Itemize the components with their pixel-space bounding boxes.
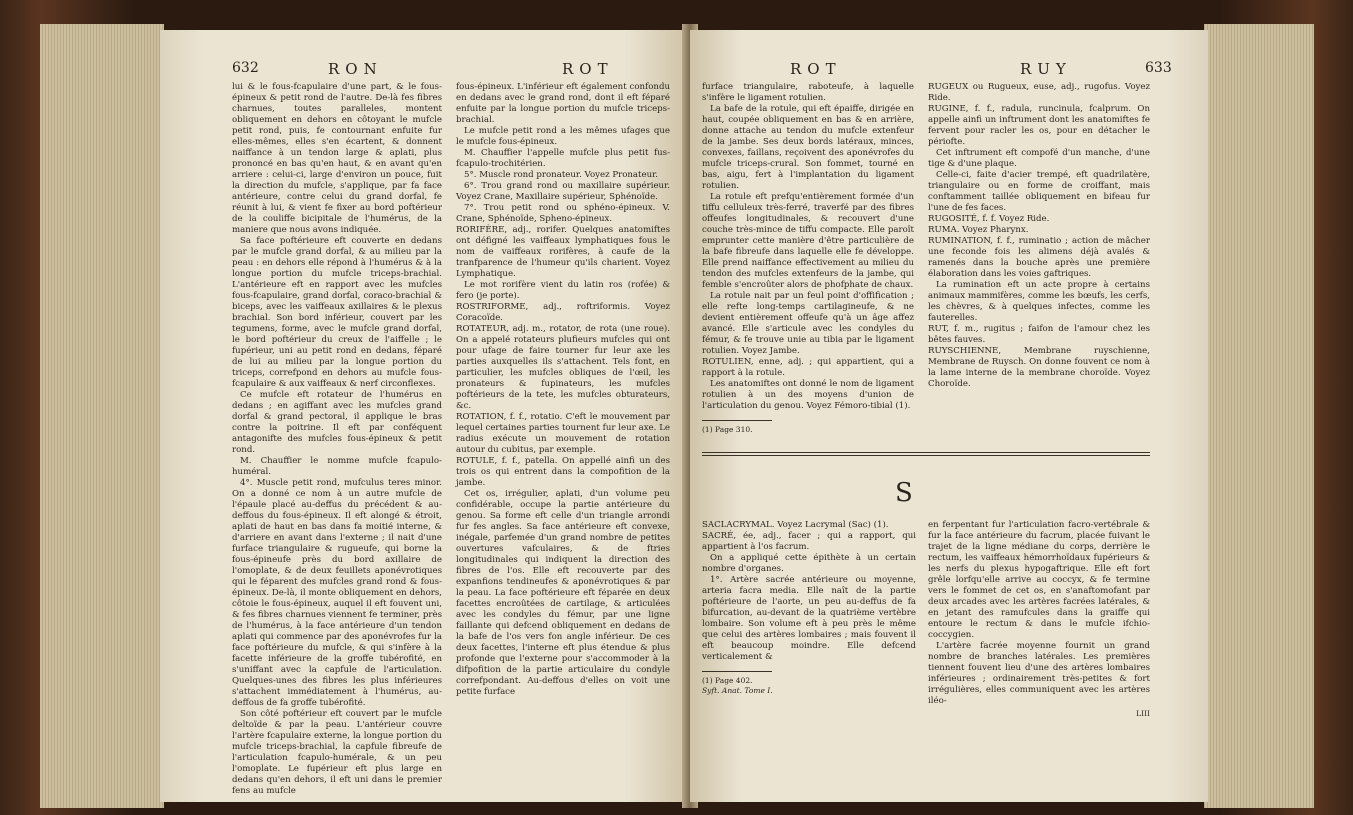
entry-rotateur: ROTATEUR, adj. m., rotator, de rota (une roue). On a appelé rotateurs plufieurs mufcles qui ont pour ufage de faire tourner fur leur axe les parties auxquelles ils s'attachent. Tels font, en particulier, les mufcles obliques de l'œil, les pronateurs & fupinateurs, les mufcles poftérieurs de la tete, les mufcles obturateurs, &c.: [456, 324, 670, 411]
signature-mark: Syft. Anat. Tome I.: [702, 686, 773, 695]
paragraph: furface triangulaire, raboteufe, à laquelle s'infère le ligament rotulien.: [702, 82, 914, 103]
entry-rugosite: RUGOSITÉ, f. f. Voyez Ride.: [928, 214, 1050, 224]
running-head-right-1: ROT: [790, 60, 842, 78]
paragraph: fous-épineux. L'inférieur eft également confondu en dedans avec le grand rond, dont il eft féparé enfuite par la longue portion du mufcle triceps-brachial.: [456, 82, 670, 125]
paragraph: M. Chauffier l'appelle mufcle plus petit fus-fcapulo-trochitérien.: [456, 148, 670, 169]
entry-rugeux: RUGEUX ou Rugueux, euse, adj., rugofus. Voyez Ride.: [928, 82, 1150, 103]
paragraph: Son côté poftérieur eft couvert par le mufcle deltoïde & par la peau. L'antérieur couvre l'artère fcapulaire externe, la longue portion du mufcle triceps-brachial, la capfule fibreufe de l'articulation fcapulo-humérale, & un peu l'omoplate. Le fupérieur eft plus large en dedans qu'en dehors, il eft uni dans le premier fens au mufcle: [232, 709, 442, 796]
paragraph: Sa face poftérieure eft couverte en dedans par le mufcle grand dorfal, & au milieu par la peau : en dehors elle répond à l'humérus & à la longue portion du mufcle triceps-brachial. L'antérieure eft en rapport avec les mufcles fous-fcapulaire, grand dorfal, coraco-brachial & biceps, avec les vaiffeaux axillaires & le plexus brachial. Son bord inférieur, couvert par les tegumens, forme, avec le mufcle grand dorfal, le bord poftérieur du creux de l'aiffelle ; le fupérieur, uni au petit rond en dedans, féparé de lui au milieu par la longue portion du triceps, correfpond en dehors au mufcle fous-fcapulaire & aux vaiffeaux & nerf circonflexes.: [232, 236, 442, 389]
left-page: [160, 30, 688, 802]
paragraph: 5°. Muscle rond pronateur. Voyez Pronateur.: [464, 170, 659, 180]
right-page-edges: [1204, 24, 1314, 808]
entry-sacre: SACRÉ, ée, adj., facer ; qui a rapport, qui appartient à l'os facrum.: [702, 531, 916, 552]
footnote: (1) Page 402.: [702, 676, 753, 685]
paragraph: Cet inftrument eft compofé d'un manche, d'une tige & d'une plaque.: [928, 148, 1150, 169]
paragraph: 7°. Trou petit rond ou sphéno-épineux. V. Crane, Sphénoïde, Spheno-épineux.: [456, 203, 670, 224]
section-rule-top-2: [702, 455, 1150, 456]
s-section-column-1: [702, 520, 916, 696]
left-page-column-2: [456, 82, 670, 698]
paragraph: L'artère facrée moyenne fournit un grand nombre de branches latérales. Les premières tiennent fouvent lieu d'une des artères lombaires inférieures ; ordinairement très-petites & fort irrégulières, elles communiquent avec les artères iléo-: [928, 641, 1150, 706]
paragraph: La rumination eft un acte propre à certains animaux mammifères, comme les bœufs, les cerfs, les chèvres, & à quelques infectes, comme les fauterelles.: [928, 280, 1150, 323]
section-letter: S: [895, 478, 913, 508]
left-page-edges: [40, 24, 164, 808]
paragraph: Ce mufcle eft rotateur de l'humérus en dedans ; en agiffant avec les mufcles grand dorfal & grand pectoral, il applique le bras contre la poitrine. Il eft par conféquent antagonifte des mufcles fous-épineux & petit rond.: [232, 390, 442, 455]
right-page-column-1: [702, 82, 914, 432]
running-head-right-2: RUY: [1020, 60, 1072, 78]
entry-ruma: RUMA. Voyez Pharynx.: [928, 225, 1029, 235]
paragraph: Celle-ci, faite d'acier trempé, eft quadrilatère, triangulaire ou en forme de croiffant, mais conftamment taillée obliquement en bifeau fur l'une de fes faces.: [928, 170, 1150, 213]
entry-rotule: ROTULE, f. f., patella. On appellé ainfi un des trois os qui entrent dans la compofition de la jambe.: [456, 456, 670, 488]
footnote-rule: [702, 420, 772, 421]
entry-rugine: RUGINE, f. f., radula, runcinula, fcalprum. On appelle ainfi un inftrument dont les anatomiftes fe fervent pour racler les os, pour en détacher le périofte.: [928, 104, 1150, 147]
paragraph: lui & le fous-fcapulaire d'une part, & le fous-épineux & petit rond de l'autre. De-là fes fibres charnues, toutes paralleles, montent obliquement en dehors en côtoyant le mufcle petit rond, puis, fe contournant enfuite fur elles-mêmes, elles s'en écartent, & donnent naiffance à un tendon large & aplati, plus prononcé en bas qu'en haut, & en avant qu'en arriere : celui-ci, large d'environ un pouce, fuit la direction du mufcle, s'applique, par fa face antérieure, contre celui du grand dorfal, fe réunit à lui, & vient fe fixer au bord poftérieur de la couliffe bicipitale de l'humérus, de la maniere que nous avons indiquée.: [232, 82, 442, 235]
right-page-column-2: [928, 82, 1150, 432]
entry-rumination: RUMINATION, f. f., ruminatio ; action de mâcher une feconde fois les alimens déjà avalés & ramenés dans la bouche après une première élaboration dans les voies gaftriques.: [928, 236, 1150, 279]
entry-rostriforme: ROSTRIFORME, adj., roftriformis. Voyez Coracoïde.: [456, 302, 670, 323]
paragraph: 1°. Artère sacrée antérieure ou moyenne, arteria facra media. Elle naît de la partie poftérieure de l'aorte, un peu au-deffus de fa bifurcation, au-devant de la quatrième vertèbre lombaire. Son volume eft à peu près le même que celui des artères lombaires ; mais fouvent il eft beaucoup moindre. Elle defcend verticalement &: [702, 575, 916, 662]
signature-mark-right: LIII: [1136, 709, 1150, 718]
entry-rotation: ROTATION, f. f., rotatio. C'eft le mouvement par lequel certaines parties tournent fur leur axe. Le radius exécute un mouvement de rotation autour du cubitus, par exemple.: [456, 412, 670, 455]
paragraph: Le mot rorifère vient du latin ros (rofée) & fero (je porte).: [456, 280, 670, 301]
running-head-left-1: RON: [328, 60, 383, 78]
paragraph: Cet os, irrégulier, aplati, d'un volume peu confidérable, occupe la partie antérieure du genou. Sa forme eft celle d'un triangle arrondi fur fes angles. Sa face antérieure eft convexe, inégale, parfemée d'un grand nombre de petites ouvertures vafculaires, & de ftries longitudinales qui indiquent la direction des fibres de l'os. Elle eft recouverte par des expanfions tendineufes & aponévrotiques & par la peau. La face poftérieure eft féparée en deux facettes encroûtées de cartilage, & articulées avec les condyles du fémur, par une ligne faillante qui defcend obliquement en dedans de la bafe de l'os vers fon angle inférieur. De ces deux facettes, l'interne eft plus étendue & plus profonde que l'externe pour s'accommoder à la difpofition de la partie articulaire du condyle correfpondant. Au-deffous d'elles on voit une petite furface: [456, 489, 670, 697]
s-section-column-2: [928, 520, 1150, 719]
entry-saclacrymal: SACLACRYMAL. Voyez Lacrymal (Sac) (1).: [702, 520, 889, 530]
paragraph: La rotule eft prefqu'entièrement formée d'un tiffu celluleux très-ferré, traverfé par des fibres offeufes longitudinales, & recouvert d'une couche très-mince de tiffu compacte. Elle paroît emprunter cette manière d'être particulière de la bafe fibreufe dans laquelle elle fe développe. Elle prend naiffance effectivement au milieu du tendon des mufcles extenfeurs de la jambe, qui femble s'encroûter alors de phofphate de chaux.: [702, 192, 914, 290]
entry-rut: RUT, f. m., rugitus ; faifon de l'amour chez les bêtes fauves.: [928, 324, 1150, 345]
paragraph: La rotule nait par un feul point d'offification ; elle refte long-temps cartilagineufe, & ne devient entièrement offeufe qu'à un âge affez avancé. Elle s'articule avec les condyles du fémur, & fe trouve unie au tibia par le ligament rotulien. Voyez Jambe.: [702, 291, 914, 356]
paragraph: On a appliqué cette épithète à un certain nombre d'organes.: [702, 553, 916, 574]
page-number-left: 632: [232, 60, 259, 76]
left-page-column-1: [232, 82, 442, 797]
paragraph: en ferpentant fur l'articulation facro-vertébrale & fur la face antérieure du facrum, placée fuivant le trajet de la ligne médiane du corps, derrière le rectum, les vaiffeaux hémorrhoïdaux fupérieurs & les nerfs du plexus hypogaftrique. Elle eft fort grêle lorfqu'elle arrive au coccyx, & fe termine vers le fommet de cet os, en s'anaftomofant par deux arcades avec les artères facrées latérales, & en jetant des ramufcules dans la graiffe qui entoure le rectum & dans le mufcle ifchio-coccygien.: [928, 520, 1150, 640]
entry-rotulien: ROTULIEN, enne, adj. ; qui appartient, qui a rapport à la rotule.: [702, 357, 914, 378]
entry-rorifere: RORIFÈRE, adj., rorifer. Quelques anatomiftes ont défigné les vaiffeaux lymphatiques fous le nom de vaiffeaux rorifères, à caufe de la tranfparence de l'humeur qu'ils charient. Voyez Lymphatique.: [456, 225, 670, 279]
paragraph: 6°. Trou grand rond ou maxillaire supérieur. Voyez Crane, Maxillaire supérieur, Sphénoïde.: [456, 181, 670, 202]
paragraph: La bafe de la rotule, qui eft épaiffe, dirigée en haut, coupée obliquement en bas & en arrière, donne attache au tendon du mufcle extenfeur de la jambe. Ses deux bords latéraux, minces, convexes, faillans, reçoivent des aponévrofes du mufcle triceps-crural. Son fommet, tourné en bas, aigu, fert à l'implantation du ligament rotulien.: [702, 104, 914, 191]
footnote: (1) Page 310.: [702, 425, 753, 434]
right-page: [690, 30, 1208, 802]
running-head-left-2: ROT: [562, 60, 614, 78]
section-rule-top: [702, 452, 1150, 453]
paragraph: Les anatomiftes ont donné le nom de ligament rotulien à un des moyens d'union de l'articulation du genou. Voyez Fémoro-tibial (1).: [702, 379, 914, 411]
paragraph: Le mufcle petit rond a les mêmes ufages que le mufcle fous-épineux.: [456, 126, 670, 147]
paragraph: 4°. Muscle petit rond, mufculus teres minor. On a donné ce nom à un autre mufcle de l'épaule placé au-deffus du précédent & au-deffous du fous-épineux. Il eft alongé & étroit, aplati de haut en bas dans fa moitié interne, & d'arriere en avant dans l'externe ; il nait d'une furface triangulaire & rugueufe, qui borne la fous-épineufe près du bord axillaire de l'omoplate, & de deux feuillets aponévrotiques qui le féparent des mufcles grand rond & fous-épineux. De-là, il monte obliquement en dehors, côtoie le fous-épineux, auquel il eft fouvent uni, & fes fibres charnues viennent fe terminer, près de l'humérus, à la face antérieure d'un tendon aplati qui commence par des aponévrofes fur la face poftérieure du mufcle, & qui s'infère à la facette inférieure de la groffe tubérofité, en s'uniffant avec la capfule de l'articulation. Quelques-unes des fibres les plus inférieures s'attachent immédiatement à l'humérus, au-deffous de fa groffe tubérofité.: [232, 478, 442, 708]
page-number-right: 633: [1145, 60, 1172, 76]
entry-ruyschienne: RUYSCHIENNE, Membrane ruyschienne, Membrane de Ruysch. On donne fouvent ce nom à la lame interne de la membrane choroïde. Voyez Choroïde.: [928, 346, 1150, 389]
paragraph: M. Chauffier le nomme mufcle fcapulo-huméral.: [232, 456, 442, 477]
footnote-rule: [702, 671, 772, 672]
